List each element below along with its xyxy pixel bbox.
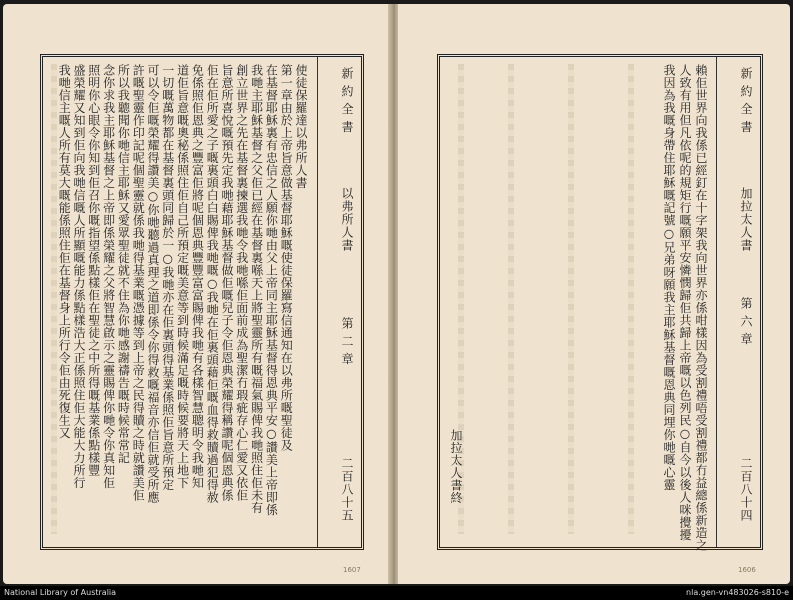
header-book-title: 加拉太人書 [739, 187, 753, 252]
text-column: 一切嘅萬物都在基督裏頭同歸於一○我哋亦在佢裏頭得基業係照佢旨意所預定 [160, 64, 175, 491]
text-column: 免係照佢恩典之豐富佢將呢個恩典豐豐富富賜俾我哋有各樣智慧聰明令我哋知 [190, 64, 205, 489]
text-column: 第一章由於上帝旨意做基督耶穌嘅使徒保羅寫信通知在以弗所嘅聖徒及 [279, 64, 294, 452]
header-chapter: 第 六 章 [739, 297, 753, 346]
text-column: 使徒保羅達以弗所人書 [294, 64, 308, 189]
text-column: 所以我聽聞你哋信主耶穌又愛眾聖徒就不住為你哋感謝禱告嘅時候常常記 [116, 64, 131, 464]
text-column: 念你求我主耶穌基督之上帝即係榮耀之父將智慧啟示之靈賜俾你哋令你真知佢 [101, 64, 116, 489]
text-column: 賴佢世界向我係已經釘在十字架我向世界亦係咁樣因為受割禮唔受割禮都冇益總係新造之 [694, 64, 708, 552]
page-number: 二百八十四 [739, 457, 753, 522]
right-page [398, 4, 790, 584]
text-column: 創立世界之先在基督裏揀選我哋令我哋喺佢面前成為聖潔冇瑕疵存心仁愛又依佢 [234, 64, 249, 502]
text-column: 在基督耶穌裏有忠信之人願你哋由父上帝同主耶穌基督得恩典平安○讚美上帝即係 [264, 64, 279, 516]
header-book-name: 新 約 全 書 [340, 67, 354, 134]
library-credit: National Library of Australia [4, 588, 117, 597]
header-book-title: 以弗所人書 [340, 187, 354, 252]
text-column: 旨意所喜悅嘅預先定我哋藉耶穌基督做佢嘅兒子令佢恩典榮耀得稱讚呢個恩典係 [220, 64, 234, 502]
viewer-footer [0, 586, 793, 600]
text-column: 照明你心眼令你知到佢召你嘅指望係點樣佢在聖徒之中所得嘅基業係點樣豐 [86, 64, 101, 477]
margin-rule [716, 57, 717, 547]
page-note: 1607 [343, 566, 361, 574]
header-chapter: 第 二 章 [340, 317, 354, 366]
book-end-title: 加拉太人書終 [449, 429, 463, 504]
text-column: 道佢旨意嘅奧秘係照住佢自己所預定嘅美意等到時候滿足嘅時候要將天上地下 [175, 64, 190, 489]
text-column: 人致有用但凡依呢的規矩行嘅願平安憐憫歸佢共歸上帝嘅以色列民○自今以後人咪攪擾 [678, 64, 692, 541]
text-column: 許嘅聖靈作印記呢個聖靈就係我哋得基業嘅憑據等到上帝之民得贖之時就讚美佢 [131, 64, 146, 502]
text-column: 可以令佢嘅榮耀得讚美○你哋聽過真理之道即係令你得救嘅福音亦信佢就受所應 [146, 64, 160, 504]
text-column: 我因為我嘅身帶住耶穌嘅記號○兄弟呀願我主耶穌基督嘅恩典同埋你哋嘅心靈 [662, 64, 676, 491]
text-column: 我哋信主嘅人所有莫大嘅能係照住佢在基督身上所行令佢由死復生又 [57, 64, 72, 439]
text-column: 我哋主耶穌基督之父佢已經在基督裏喺天上將聖靈所有嘅福氣賜俾我哋照住佢未有 [249, 64, 264, 514]
right-text-frame [437, 54, 763, 550]
text-column: 盛榮耀又知到佢向我哋信嘅人所顯嘅能力係點樣浩大正係照住佢大能大力所行 [72, 64, 86, 489]
margin-rule [317, 57, 318, 547]
page-number: 二百八十五 [340, 457, 354, 522]
image-id: nla.gen-vn483026-s810-e [686, 588, 789, 597]
left-text-frame [40, 54, 364, 550]
header-book-name: 新 約 全 書 [739, 67, 753, 134]
left-page [3, 4, 391, 584]
text-column: 佢在佢所愛之子嘅裏頭白白賜俾我哋嘅○我哋在佢裏頭藉佢嘅血得救贖過犯得赦 [205, 64, 220, 504]
page-note: 1606 [738, 566, 756, 574]
